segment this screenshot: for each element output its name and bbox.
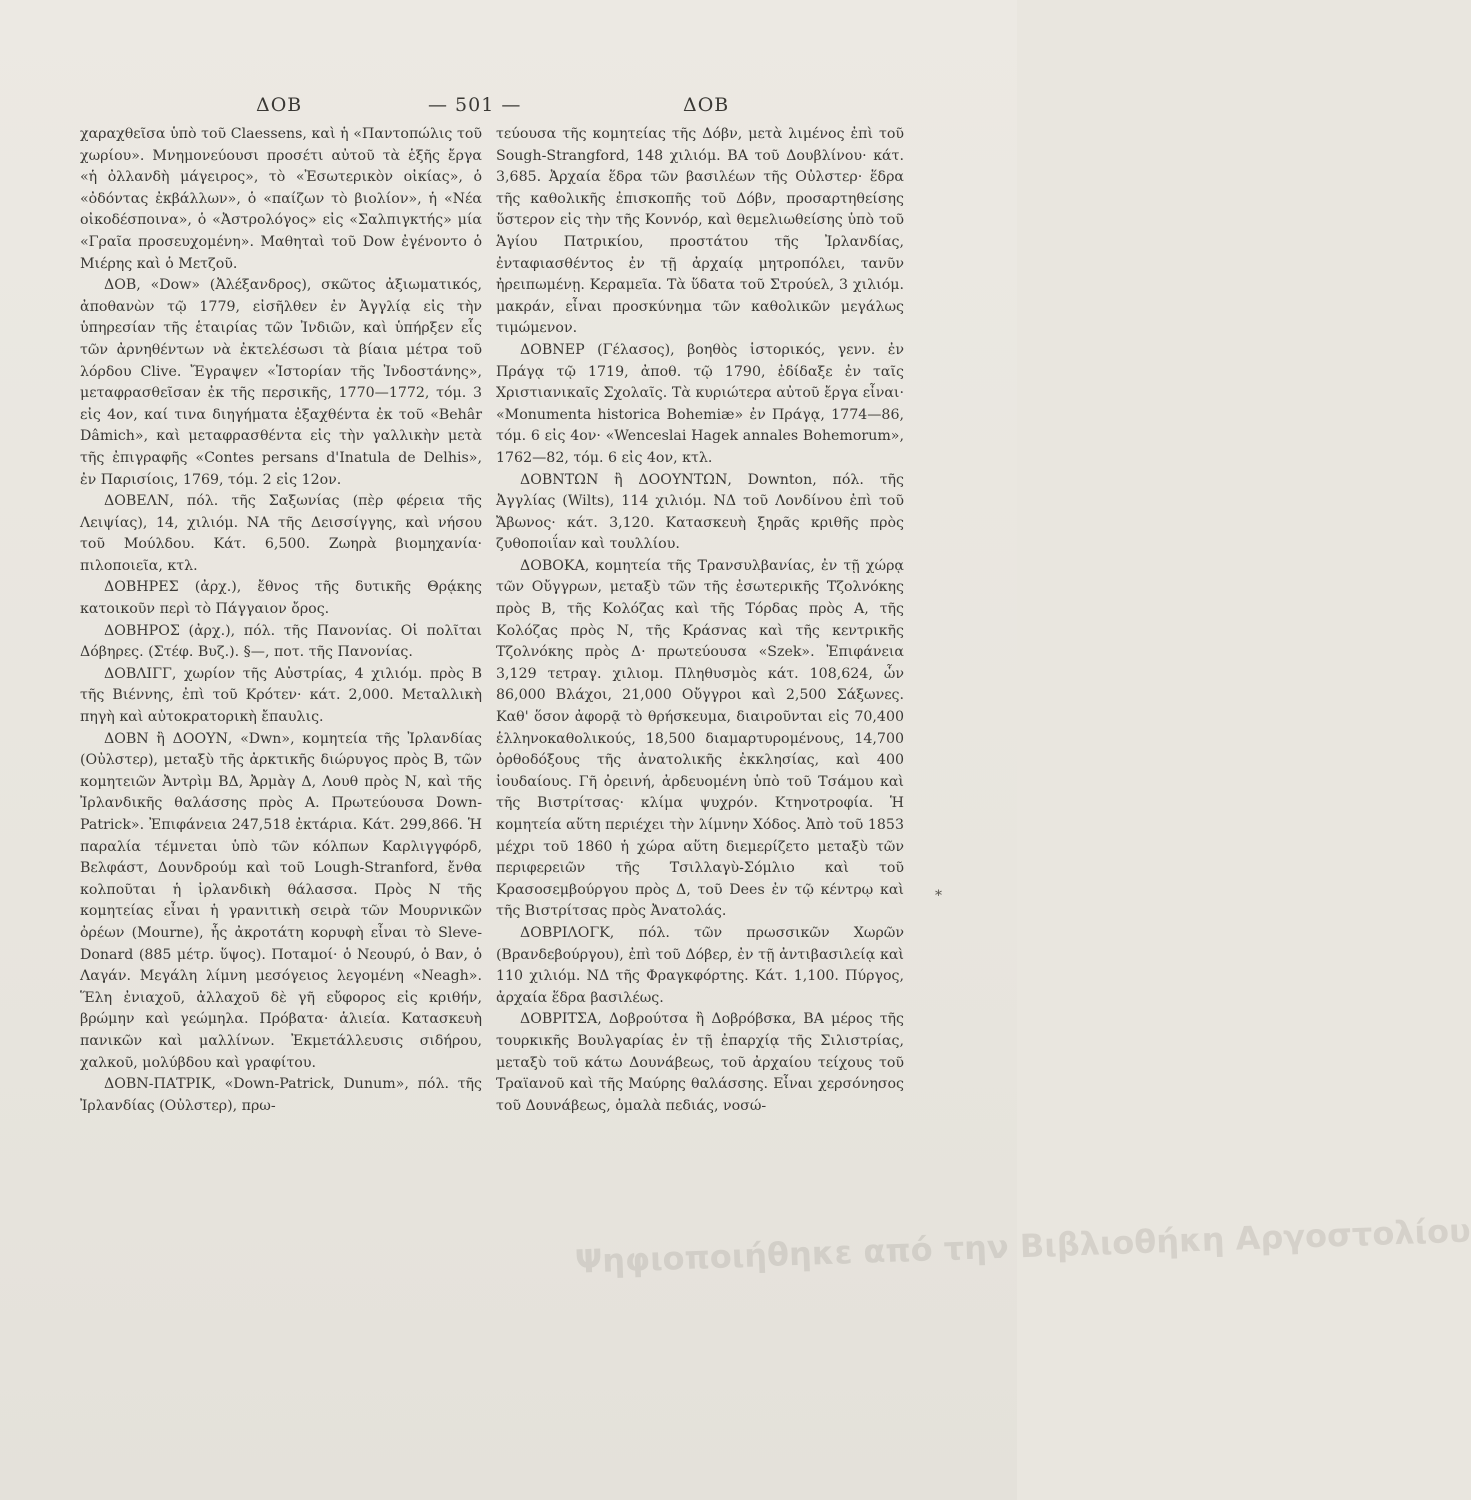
entry-doboka: ΔΟΒΟΚΑ, κομητεία τῆς Τρανσυλβανίας, ἐν τῇ χώρᾳ τῶν Οὔγγρων, μεταξὺ τῶν τῆς ἐσωτερικῆς Τζολνόκης πρὸς Β, τῆς Κολόζας καὶ τῆς Τόρδας πρὸς Α, τῆς Κολόζας πρὸς Ν, τῆς Κράσνας καὶ τῆς κεντρικῆς Τζολνόκης πρὸς Δ· πρωτεύουσα «Szek». Ἐπιφάνεια 3,129 τετραγ. χιλιομ. Πληθυσμὸς κάτ. 108,624, ὧν 86,000 Βλάχοι, 21,000 Οὔγγροι καὶ 2,500 Σάξωνες. Καθ' ὅσον ἀφορᾷ τὸ θρήσκευμα, διαιροῦνται εἰς 70,400 ἑλληνοκαθολικούς, 18,500 διαμαρτυρομένους, 14,700 ὀρθοδόξους τῆς ἀνατολικῆς ἐκκλησίας, καὶ 400 ἰουδαίους. Γῆ ὀρεινή, ἀρδευομένη ὑπὸ τοῦ Τσάμου καὶ τῆς Βιστρίτσας· κλίμα ψυχρόν. Κτηνοτροφία. Ἡ κομητεία αὕτη περιέχει τὴν λίμνην Χόδος. Ἀπὸ τοῦ 1853 μέχρι τοῦ 1860 ἡ χώρα αὕτη διεμερίζετο μεταξὺ τῶν περιφερειῶν τῆς Τσιλλαγὺ-Σόμλιο καὶ τοῦ Κρασοσεμβούργου πρὸς Δ, τοῦ Dees ἐν τῷ κέντρῳ καὶ τῆς Βιστρίτσας πρὸς Ἀνατολάς.	[496, 557, 904, 920]
entry-continuation: χαραχθεῖσα ὑπὸ τοῦ Claessens, καὶ ἡ «Παντοπώλις τοῦ χωρίου». Μνημονεύουσι προσέτι αὐτοῦ τὰ ἑξῆς ἔργα «ἡ ὀλλανδὴ μάγειρος», τὸ «Ἐσωτερικὸν οἰκίας», ὁ «ὀδόντας ἐκβάλλων», ὁ «παίζων τὸ βιολίον», ἡ «Νέα οἰκοδέσποινα», ὁ «Ἀστρολόγος» εἰς «Σαλπιγκτής» μία «Γραῖα προσευχομένη». Μαθηταὶ τοῦ Dow ἐγένοντο ὁ Μιέρης καὶ ὁ Μετζοῦ.	[80, 126, 482, 272]
entry-doberes: ΔΟΒΗΡΕΣ (ἀρχ.), ἔθνος τῆς δυτικῆς Θρᾴκης κατοικοῦν περὶ τὸ Πάγγαιον ὄρος.	[80, 579, 482, 618]
entry-downton: ΔΟΒΝΤΩΝ ἢ ΔΟΟΥΝΤΩΝ, Downton, πόλ. τῆς Ἀγγλίας (Wilts), 114 χιλιόμ. ΝΔ τοῦ Λονδίνου ἐπὶ τοῦ Ἄβωνος· κάτ. 3,120. Κατασκευὴ ξηρᾶς κριθῆς πρὸς ζυθοποιΐαν καὶ τουλλίου.	[496, 471, 904, 553]
entry-continuation-right: τεύουσα τῆς κομητείας τῆς Δόβν, μετὰ λιμένος ἐπὶ τοῦ Sough-Strangford, 148 χιλιόμ. ΒΑ τοῦ Δουβλίνου· κάτ. 3,685. Ἀρχαία ἕδρα τῶν βασιλέων τῆς Οὐλστερ· ἕδρα τῆς καθολικῆς ἐπισκοπῆς τοῦ Δόβν, προσαρτηθείσης ὕστερον εἰς τὴν τῆς Κοννόρ, καὶ θεμελιωθείσης ὑπὸ τοῦ Ἁγίου Πατρικίου, προστάτου τῆς Ἰρλανδίας, ἐνταφιασθέντος ἐν τῇ ἀρχαίᾳ μητροπόλει, τανῦν ἠρειπωμένῃ. Κεραμεῖα. Τὰ ὕδατα τοῦ Στρούελ, 3 χιλιόμ. μακράν, εἶναι προσκύνημα τῶν καθολικῶν μεγάλως τιμώμενον.	[496, 126, 904, 337]
entry-dob-dow: ΔΟΒ, «Dow» (Ἀλέξανδρος), σκῶτος ἀξιωματικός, ἀποθανὼν τῷ 1779, εἰσῆλθεν ἐν Ἀγγλίᾳ εἰς τὴν ὑπηρεσίαν τῆς ἑταιρίας τῶν Ἰνδιῶν, καὶ ὑπήρξεν εἷς τῶν ἀρνηθέντων νὰ ἐκτελέσωσι τὰ βίαια μέτρα τοῦ λόρδου Clive. Ἔγραψεν «Ἱστορίαν τῆς Ἰνδοστάνης», μεταφρασθεῖσαν ἐκ τῆς περσικῆς, 1770—1772, τόμ. 3 εἰς 4ον, καί τινα διηγήματα ἐξαχθέντα ἐκ τοῦ «Behâr Dâmich», καὶ μεταφρασθέντα εἰς τὴν γαλλικὴν μετὰ τῆς ἐπιγραφῆς «Contes persans d'Inatula de Delhis», ἐν Παρισίοις, 1769, τόμ. 2 εἰς 12ον.	[80, 277, 482, 488]
entry-dobling: ΔΟΒΛΙΓΓ, χωρίον τῆς Αὐστρίας, 4 χιλιόμ. πρὸς Β τῆς Βιέννης, ἐπὶ τοῦ Κρότεν· κάτ. 2,000. Μεταλλικὴ πηγὴ καὶ αὐτοκρατορικὴ ἔπαυλις.	[80, 665, 482, 726]
library-watermark: Ψηφιοποιήθηκε από την Βιβλιοθήκη Αργοστολίου	[574, 1211, 1471, 1281]
entry-doberos: ΔΟΒΗΡΟΣ (ἀρχ.), πόλ. τῆς Πανονίας. Οἱ πολῖται Δόβηρες. (Στέφ. Βυζ.). §—, ποτ. τῆς Πανονίας.	[80, 622, 482, 661]
page-header	[70, 94, 950, 124]
margin-mark: *	[935, 888, 942, 904]
entry-down: ΔΟΒΝ ἢ ΔΟΟΥΝ, «Dwn», κομητεία τῆς Ἰρλανδίας (Οὐλστερ), μεταξὺ τῆς ἀρκτικῆς διώρυγος πρὸς Β, τῶν κομητειῶν Ἀντρὶμ ΒΔ, Ἀρμὰγ Δ, Λουθ πρὸς Ν, καὶ τῆς Ἰρλανδικῆς θαλάσσης πρὸς Α. Πρωτεύουσα Down-Patrick». Ἐπιφάνεια 247,518 ἐκτάρια. Κάτ. 299,866. Ἡ παραλία τέμνεται ὑπὸ τῶν κόλπων Καρλιγγφόρδ, Βελφάστ, Δουνδρούμ καὶ τοῦ Lough-Stranford, ἔνθα κολποῦται ἡ ἰρλανδικὴ θάλασσα. Πρὸς Ν τῆς κομητείας εἶναι ἡ γρανιτικὴ σειρὰ τῶν Μουρνικῶν ὀρέων (Mourne), ἧς ἀκροτάτη κορυφὴ εἶναι τὸ Sleve-Donard (885 μέτρ. ὕψος). Ποταμοί· ὁ Νεουρύ, ὁ Βαν, ὁ Λαγάν. Μεγάλη λίμνη μεσόγειος λεγομένη «Neagh». Ἕλη ἐνιαχοῦ, ἀλλαχοῦ δὲ γῆ εὔφορος εἰς κριθήν, βρώμην καὶ γεώμηλα. Πρόβατα· ἁλιεία. Κατασκευὴ πανικῶν καὶ μαλλίνων. Ἐκμετάλλευσις σιδήρου, χαλκοῦ, μολύβδου καὶ γραφίτου.	[80, 730, 482, 1071]
left-column	[80, 124, 482, 1117]
header-right-keyword: ΔΟΒ	[683, 94, 730, 116]
page-number: — 501 —	[428, 94, 522, 116]
entry-dobner: ΔΟΒΝΕΡ (Γέλασος), βοηθὸς ἱστορικός, γενν. ἐν Πράγᾳ τῷ 1719, ἀποθ. τῷ 1790, ἐδίδαξε ἐν ταῖς Χριστιανικαῖς Σχολαῖς. Τὰ κυριώτερα αὐτοῦ ἔργα εἶναι· «Monumenta historica Bohemiæ» ἐν Πράγᾳ, 1774—86, τόμ. 6 εἰς 4ον· «Wenceslai Hagek annales Bohemorum», 1762—82, τόμ. 6 εἰς 4ον, κτλ.	[496, 341, 904, 466]
entry-dobeln: ΔΟΒΕΛΝ, πόλ. τῆς Σαξωνίας (πὲρ φέρεια τῆς Λειψίας), 14, χιλιόμ. ΝΑ τῆς Δεισσίγγης, καὶ νήσου τοῦ Μούλδου. Κάτ. 6,500. Ζωηρὰ βιομηχανία· πιλοποιεῖα, κτλ.	[80, 493, 482, 574]
right-column	[496, 124, 904, 1117]
entry-dobritsa: ΔΟΒΡΙΤΣΑ, Δοβρούτσα ἢ Δοβρόβσκα, ΒΑ μέρος τῆς τουρκικῆς Βουλγαρίας ἐν τῇ ἐπαρχίᾳ τῆς Σιλιστρίας, μεταξὺ τοῦ κάτω Δουνάβεως, τοῦ ἀρχαίου τείχους τοῦ Τραϊανοῦ καὶ τῆς Μαύρης θαλάσσης. Εἶναι χερσόνησος τοῦ Δουνάβεως, ὁμαλὰ πεδιάς, νοσώ-	[496, 1011, 904, 1114]
entry-down-patrick: ΔΟΒΝ-ΠΑΤΡΙΚ, «Down-Patrick, Dunum», πόλ. τῆς Ἰρλανδίας (Οὐλστερ), πρω-	[80, 1076, 482, 1114]
header-left-keyword: ΔΟΒ	[256, 94, 303, 116]
entry-dobrilugk: ΔΟΒΡΙΛΟΓΚ, πόλ. τῶν πρωσσικῶν Χωρῶν (Βρανδεβούργου), ἐπὶ τοῦ Δόβερ, ἐν τῇ ἀντιβασιλείᾳ καὶ 110 χιλιόμ. ΝΔ τῆς Φραγκφόρτης. Κάτ. 1,100. Πύργος, ἀρχαία ἕδρα βασιλέως.	[496, 924, 904, 1006]
